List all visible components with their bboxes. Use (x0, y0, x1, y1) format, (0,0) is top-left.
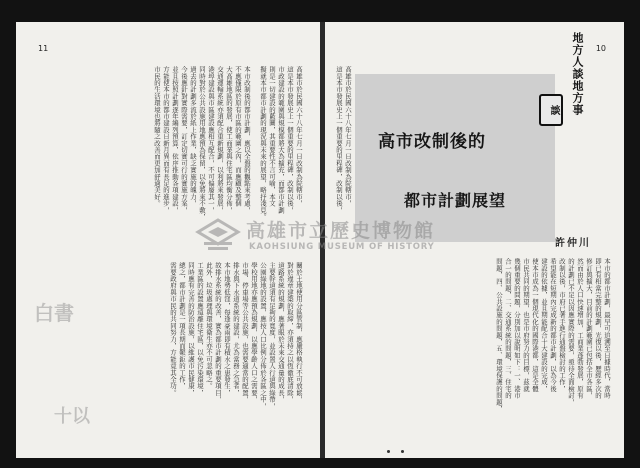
text-column: 這是本市發展史上一個重要的里程碑，改制以後， (286, 66, 294, 214)
print-dot (387, 450, 390, 453)
print-dot (401, 450, 404, 453)
text-column: 關於土地使用分區管制，應嚴格執行不可放鬆， (295, 262, 303, 403)
article-title: 高市改制後的 (378, 132, 486, 152)
body-text-left-bottom (169, 262, 302, 447)
body-text-left-top (153, 66, 251, 221)
body-text-left-top-right (259, 66, 303, 221)
text-column: 排水與下水道系統的建設，尤為當務之急者， (232, 262, 240, 396)
text-column: 對於違章建築的取締，亦須持之以恆徹底清除， (286, 262, 294, 403)
column-label: 地方人談地方事 (571, 32, 584, 116)
text-column: 擬就本市都市計劃的現況與未來的展望，略抒淺見。 (259, 66, 267, 221)
text-column: 道路系統的規劃，應著眼於未來交通量的成長， (277, 262, 285, 403)
text-column: 公園綠地的設置，應按人口比例分佈於各區之中， (259, 262, 267, 410)
text-column: 今後應針對實際需要，訂定切實可行的實施方案， (180, 66, 188, 214)
text-column: 修訂與擴大，目前的計劃範圍已包括全市各區， (585, 258, 593, 399)
text-column: 本市地勢低窪，每逢豪雨即有積水之患發生， (223, 262, 231, 396)
author-name: 許仲川 (555, 238, 591, 249)
text-column: 本市的都市計劃，最早可追溯至日據時代，當時 (603, 258, 611, 399)
page-number-right: 10 (595, 44, 606, 53)
watermark-english: KAOHSIUNG MUSEUM OF HISTORY (249, 242, 435, 252)
text-column: 方能使本市的都市建設日新月異而有長足的進步， (162, 66, 170, 214)
text-column: 問題，四、公共設施的問題，五、環境保護的問題， (495, 258, 503, 413)
text-column: 建設的依據，並且期能配合十大建設的完成， (540, 258, 548, 392)
text-column: 市民共同的期望，也是市府努力的目標，茲就 (522, 258, 530, 392)
body-text-right-bottom (495, 258, 610, 448)
museum-watermark (196, 216, 446, 254)
text-column: 幾個重要的問題，分別加以說明如下：一、港市 (513, 258, 521, 399)
text-column: 學校用地亦應預為規劃，以應學齡人口之需要， (250, 262, 258, 403)
body-text-right-top-strip (329, 66, 351, 216)
text-column: 故排水系統的改善，實為都市計劃的重要項目， (214, 262, 222, 403)
museum-logo-icon (196, 218, 240, 252)
text-column: 使本市成為一個現代化的國際港都，這是全體 (531, 258, 539, 392)
text-column: 大高雄地區的發展，使工商業與住宅區均衡分佈， (225, 66, 233, 214)
article-subtitle: 都市計劃展望 (404, 191, 507, 210)
text-column: 同時對於公共設施用地應預為保留，以免將來不敷， (198, 66, 206, 221)
text-column: 不應僅限於原有市區的範圍之內，而應顧及整個 (234, 66, 242, 207)
column-stamp-icon: 談 (539, 94, 563, 126)
text-column: 市民的生活環境也將隨之改善而更加舒適美好。 (153, 66, 161, 207)
text-column: 並且按照計劃逐年編列預算，依序推動各項建設， (171, 66, 179, 214)
watermark-chinese: 高雄市立歷史博物館 (246, 220, 436, 242)
text-column: 即已有相當完整的規劃，光復以後，歷經多次的 (594, 258, 602, 399)
text-column: 此外，垃圾處理與環境衛生亦不可忽略之。 (205, 262, 213, 390)
text-column: 這是本市發展史上一個重要的里程碑，改制以後， (335, 66, 343, 214)
text-column: 主要幹道須有足夠的寬度，並設置人行道與綠帶， (268, 262, 276, 410)
text-column: 總之，都市計劃是一項長期而艱鉅的工作， (178, 262, 186, 390)
text-column: 合一的問題，二、交通系統的問題，三、住宅的 (504, 258, 512, 399)
text-column: 同時應有完善的防治設施，以維護市民健康， (187, 262, 195, 396)
text-column: 需要政府與市民的共同努力，方能竟其全功。 (169, 262, 177, 396)
text-column: 則是一切建設的藍圖，其重要性不言可喻，本文 (268, 66, 276, 207)
text-column: 市場、停車場等公共設施，也需要適當的配置， (241, 262, 249, 403)
page-number-left: 11 (38, 44, 49, 53)
text-column: 希望能在短期內完成新的都市計劃，以為今後 (549, 258, 557, 392)
text-column: 港埠建設與市區建設應相互配合，不可偏廢其一， (207, 66, 215, 214)
text-column: 工業區的設置應遠離住宅區，以免污染環境， (196, 262, 204, 396)
text-column: 高雄市於民國六十八年七月一日改制為院轄市， (295, 66, 303, 207)
text-column: 市政建設的範圍與規模都將大為擴充，而都市計劃 (277, 66, 285, 214)
text-column: 改制以後，市府已著手進行通盤檢討的工作， (558, 258, 566, 392)
bleed-through-text: 白書 (34, 301, 74, 325)
bleed-through-text: 十以 (54, 406, 90, 427)
text-column: 然而由於人口快速增加，工商業蓬勃發展，原有 (576, 258, 584, 399)
text-column: 的計劃已不足以因應實際的需要，亟待全面檢討， (567, 258, 575, 406)
text-column: 過去的計劃多流於紙上作業，缺乏實施的魄力， (189, 66, 197, 207)
text-column: 交通運輸系統亦須配合重新規劃，以利將來發展， (216, 66, 224, 214)
text-column: 高雄市於民國六十八年七月一日改制為院轄市， (344, 66, 352, 207)
text-column: 本市改制後的都市計劃，應以全盤的觀點來考慮， (243, 66, 251, 214)
